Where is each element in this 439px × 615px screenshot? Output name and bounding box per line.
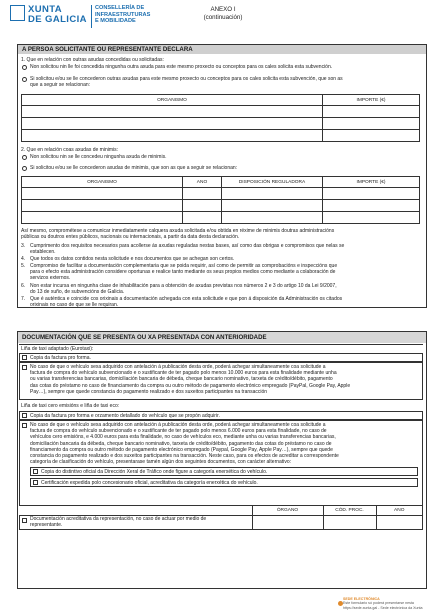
footer-line: https://sede.xunta.gal - Sede electrónica da Xunta [343, 605, 423, 610]
item-line: Compromiso de facilitar a documentación complementaria que se poida requirir, así como de permitir as comprobacións e inspeccións que [30, 263, 338, 269]
annex-subtitle: (continuación) [203, 13, 243, 21]
table-cell-input[interactable] [376, 516, 423, 530]
checkbox-representation[interactable] [22, 518, 27, 523]
text-line: categoría de clasificación do vehículo, presentarase tamén algún dos seguintes documentos, con carácter alternativo: [30, 459, 291, 466]
divider [19, 344, 423, 345]
column-header: IMPORTE (€) [323, 177, 420, 188]
annex-title: ANEXO I [210, 6, 236, 13]
table-cell-input[interactable] [183, 200, 222, 212]
table-cell-input[interactable] [323, 106, 420, 118]
radio-minimis[interactable] [22, 166, 27, 171]
table-cell-input[interactable] [22, 212, 183, 224]
footer-line: Este formulario só poderá presentarse nesta [343, 601, 414, 606]
text-line: domiciliación bancaria da débeda, cheque bancario nominativo, tarxeta de crédito/débito, pagamento das cotas do préstamo no caso de [30, 440, 332, 447]
item-line: servizos externos. [30, 275, 71, 282]
checkbox-purchase-invoice[interactable] [22, 365, 27, 370]
declaration-item [21, 263, 421, 282]
table-cell-input[interactable] [183, 188, 222, 200]
section-title: A PERSOA SOLICITANTE OU REPRESENTANTE DECLARA [18, 45, 426, 54]
table-cell-input[interactable] [323, 212, 420, 224]
radio-no-minimis[interactable] [22, 155, 27, 160]
item-line: Cumprimento dos requisitos necesarios para acollerse ás axudas reguladas nestas bases, así como das obrigas e compromisos que nelas se [30, 243, 345, 249]
text-line: No caso de que o vehículo sexa adquirido con antelación á publicación desta orde, poderá achegar simultaneamente coa solicitude a [30, 422, 326, 428]
table-cell-input[interactable] [22, 188, 183, 200]
text-line: vehículos cero emisións, e 4.000 euros para esta finalidade, no caso de vehículos eco, mediante unha ou varias transferencias bancarias, [30, 434, 336, 441]
table-cell-input[interactable] [222, 212, 323, 224]
item-line: para o efecto esta administración considere oportunas e realice tanto mediante os seus propios medios como mediante a colaboración de [30, 269, 336, 276]
checkbox-label: Certificación expedida polo concesionario oficial, acreditativa da categoría enerxética do vehículo. [41, 479, 258, 486]
radio-label: Si solicitou e/ou se lle concederon outras axudas para este mesmo proxecto ou conceptos para os cales solicita esta subvención, que son as [30, 76, 343, 82]
department-line: CONSELLERÍA DE [95, 5, 145, 11]
column-header: DISPOSICIÓN REGULADORA [222, 177, 323, 188]
xunta-logo-icon [10, 5, 25, 21]
radio-no-other-aid[interactable] [22, 65, 27, 70]
item-number: 6. [21, 283, 26, 289]
item-line: do 13 de xuño, de subvencións de Galicia. [30, 289, 125, 296]
table-cell-input[interactable] [22, 130, 323, 142]
table-cell-input[interactable] [252, 516, 323, 530]
department-line: INFRAESTRUTURAS [95, 11, 151, 18]
table-cell-input[interactable] [22, 118, 323, 130]
column-header: CÓD. PROC. [323, 506, 376, 516]
footer-note [343, 597, 431, 610]
item-number: 4. [21, 256, 26, 262]
section-title: DOCUMENTACIÓN QUE SE PRESENTA OU XA PRESENTADA CON ANTERIORIDADE [18, 332, 426, 343]
column-header: ORGANISMO [22, 95, 323, 106]
checkbox-label [30, 364, 418, 395]
column-header: ÓRGANO [252, 506, 323, 516]
question-1: 1. Que en relación con outras axudas concedidas ou solicitadas: [21, 57, 164, 63]
table-cell-input[interactable] [22, 200, 183, 212]
checkbox-label: Copia da factura pro forma. [30, 354, 91, 361]
checkbox-purchase-invoice-eco[interactable] [22, 423, 27, 428]
commitment-text: Así mesmo, comprométese a comunicar inmediatamente calquera axuda solicitada e/ou obtida en réxime de minimis doutras administracións [21, 228, 335, 234]
radio-label: Si solicitou e/ou se lle concederon axudas de minimis, que son as que a seguir se relacionan: [30, 165, 238, 171]
text-line: No caso de que o vehículo sexa adquirido con antelación á publicación desta orde, poderá achegar simultaneamente coa solicitude a [30, 364, 326, 370]
table-cell-input[interactable] [323, 130, 420, 142]
table-cell-input[interactable] [22, 106, 323, 118]
table-cell-input[interactable] [222, 200, 323, 212]
item-line: orixinais no caso de que se lle requiran. [30, 302, 119, 309]
item-number: 7. [21, 296, 26, 302]
checkbox-dealer-certificate[interactable] [33, 480, 38, 485]
footer-brand: SEDE ELECTRÓNICA [343, 596, 380, 601]
org-name-line2: DE GALICIA [28, 14, 87, 25]
commitment-text: públicas ou doutros entes públicos, nacionais ou internacionais, a partir da data desta declaración. [21, 234, 240, 240]
annex-heading [188, 6, 258, 22]
blank-cell [20, 506, 253, 516]
checkbox-label: Copia do distintivo oficial da Dirección Xeral de Tráfico onde figure a categoría enerxética do vehículo. [41, 468, 268, 475]
org-name-line1: XUNTA [28, 4, 63, 15]
subsection-title: Liña de taxi adaptado (Eurotaxi): [21, 346, 94, 352]
text-line: Documentación acreditativa da representación, no caso de actuar por medio de [30, 516, 207, 522]
text-line: Pay…), sempre que quede constancia do pagamento realizado e dos suxeitos participantes na transacción [30, 388, 268, 395]
text-line: factura de compra do vehículo subvencionado e o xustificante de ter pagado polo menos 10.000 euros para esta finalidade mediante unha [30, 370, 337, 377]
radio-label: Non solicitou nin se lle concedeu ningunha axuda de minimis. [30, 154, 167, 160]
department-name [95, 5, 150, 25]
radio-label: Non solicitou nin lle foi concedida ningunha outra axuda para este mesmo proxecto ou conceptos para os cales solicita esta subvención. [30, 64, 333, 70]
text-line: factura de compra do vehículo subvencionado e o xustificante de ter pagado polo menos 6.000 euros para esta finalidade, no caso de [30, 428, 327, 435]
radio-label: que a seguir se relacionan: [30, 82, 91, 88]
declaration-item [21, 283, 421, 295]
text-line: ou varias transferencias bancarias, domiciliación bancaria de débeda, cheque bancario nominativo, tarxeta de crédito/débito, pagamento [30, 376, 333, 383]
table-cell-input[interactable] [323, 516, 376, 530]
text-line: financiamento da compra ou outro método de pagamento electrónico empregado (Paypal, Google Pay, Apple Pay…), sempre que quede [30, 446, 333, 453]
minimis-table [21, 176, 420, 224]
item-line: Que todos os datos contidos nesta solicitude e nos documentos que se achegan son certos. [30, 256, 235, 262]
checkbox-proforma-budget[interactable] [22, 413, 27, 418]
item-line: establecen. [30, 249, 56, 256]
column-header: ANO [183, 177, 222, 188]
declaration-item [21, 256, 421, 262]
table-cell-input[interactable] [183, 212, 222, 224]
text-line: constancia do pagamento realizado e dos suxeitos participantes na transacción. Neste caso, para os efectos de acreditar a correspondente [30, 453, 339, 460]
department-line: E MOBILIDADE [95, 18, 136, 25]
checkbox-label [30, 516, 206, 528]
checkbox-label: Copia da factura pro forma e orzamento detallado do vehículo que se propón adquirir. [30, 412, 220, 419]
other-aid-table [21, 94, 420, 142]
table-cell-input[interactable] [323, 118, 420, 130]
checkbox-label [30, 422, 418, 465]
item-line: Que é auténtica e coincide cos orixinais a documentación achegada con esta solicitude e que pon á disposición da Administración os citados [30, 296, 343, 302]
item-number: 5. [21, 263, 26, 269]
checkbox-proforma-invoice[interactable] [22, 355, 27, 360]
column-header: IMPORTE (€) [323, 95, 420, 106]
item-line: Non estar incursa en ningunha clase de inhabilitación para a obtención de axudas previstas nos números 2 e 3 do artigo 10 da Lei 9/2007, [30, 283, 337, 289]
item-number: 3. [21, 243, 26, 249]
column-header: ANO [376, 506, 423, 516]
checkbox-dgt-badge[interactable] [33, 469, 38, 474]
subsection-title: Liña de taxi cero emisións e liña de taxi eco: [21, 403, 120, 409]
text-line: representante. [30, 522, 63, 529]
table-cell-input[interactable] [323, 200, 420, 212]
logo-divider [91, 5, 92, 28]
text-line: das cotas do préstamo no caso de financiamento da compra ou outro método de pagamento electrónico empregado (PayPal, Google Pay, Apple [30, 382, 351, 389]
declaration-item [21, 243, 421, 255]
question-2: 2. Que en relación coas axudas de minimis: [21, 147, 118, 153]
declaration-item [21, 296, 421, 308]
table-cell-input[interactable] [323, 188, 420, 200]
radio-other-aid[interactable] [22, 77, 27, 82]
column-header: ORGANISMO [22, 177, 183, 188]
table-cell-input[interactable] [222, 188, 323, 200]
